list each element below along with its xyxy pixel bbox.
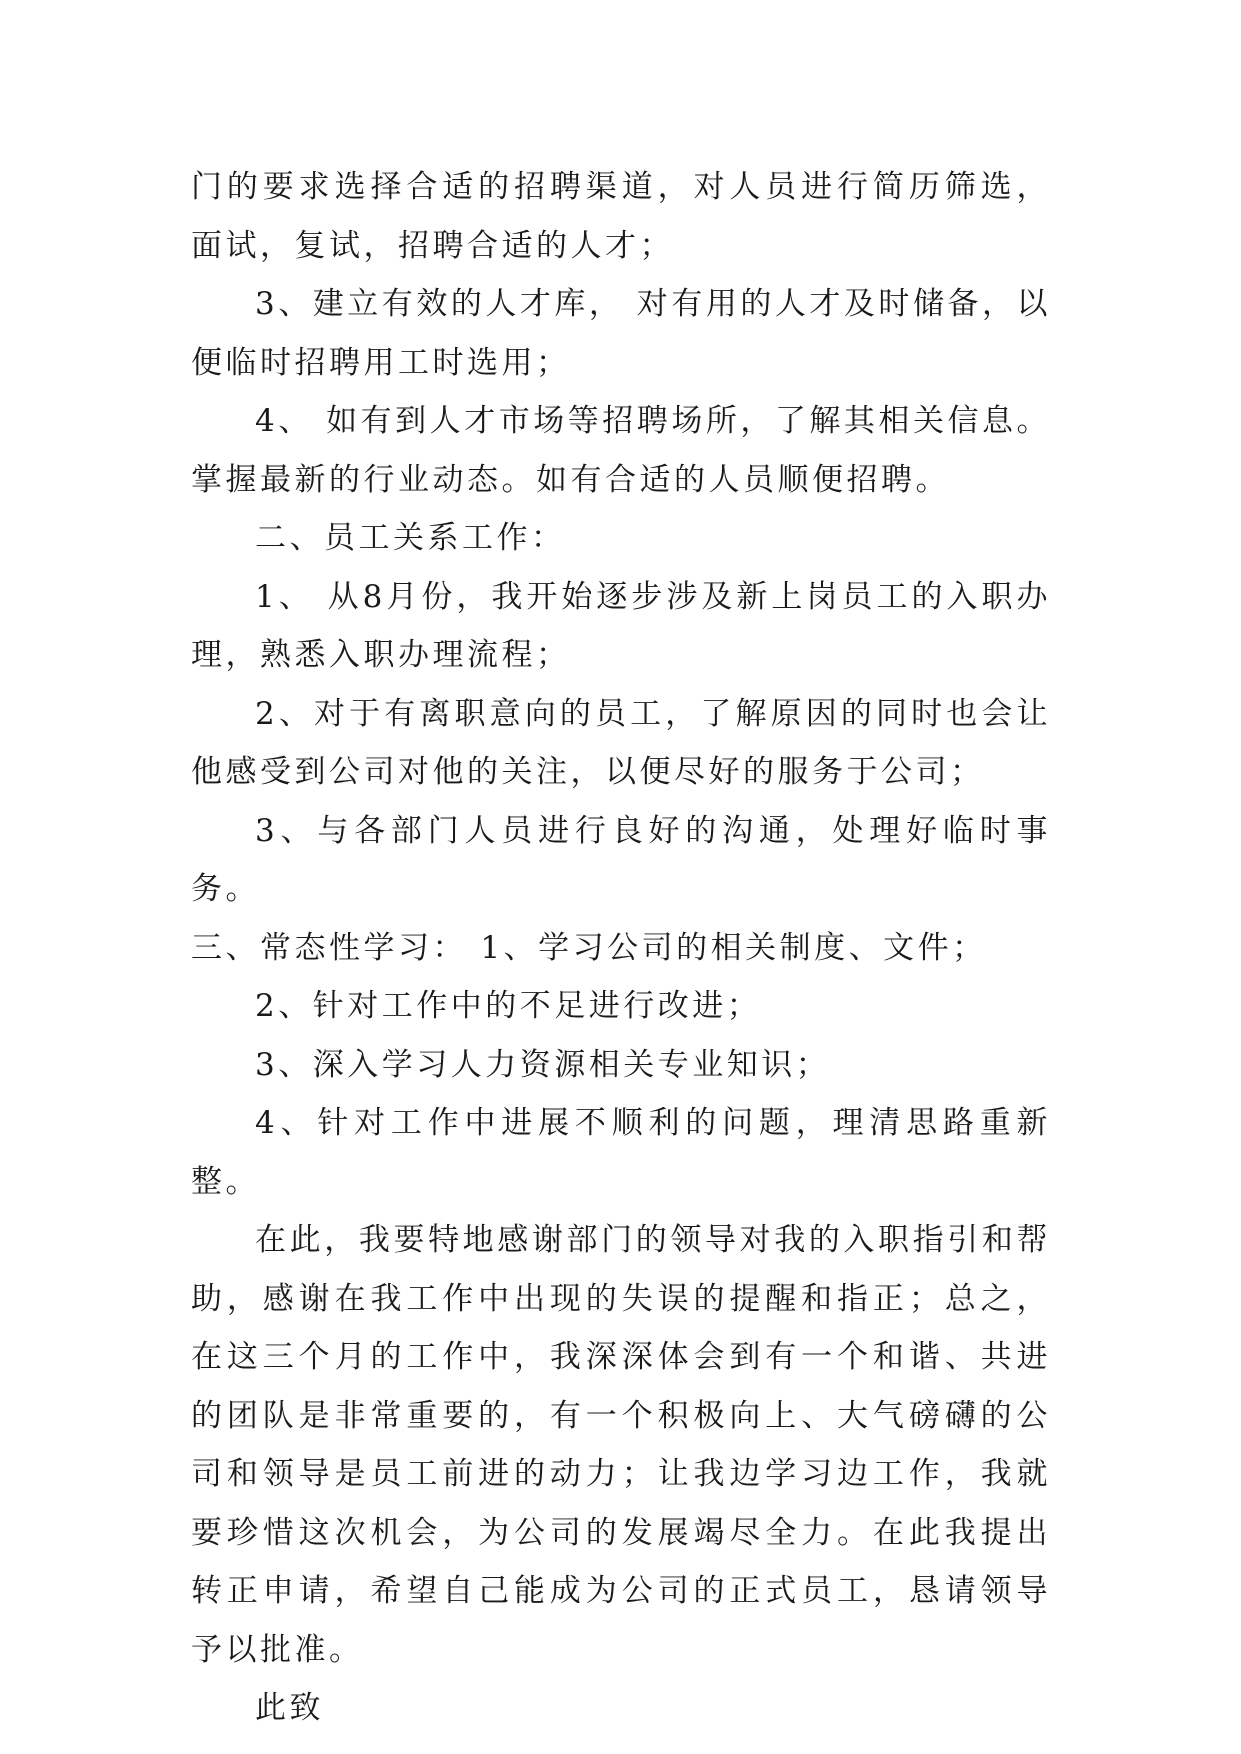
paragraph-problem-solving: 4、针对工作中进展不顺利的问题，理清思路重新整。 (191, 1105, 1051, 1200)
section-heading-employee-relations: 二、员工关系工作： (255, 520, 566, 556)
paragraph-recruitment-channels: 门的要求选择合适的招聘渠道，对人员进行简历筛选，面试，复试，招聘合适的人才； (191, 169, 1051, 264)
paragraph-thanks-and-application: 在此，我要特地感谢部门的领导对我的入职指引和帮助，感谢在我工作中出现的失误的提醒和指正；总之，在这三个月的工作中，我深深体会到有一个和谐、共进的团队是非常重要的，有一个积极向上、大气磅礴的公司和领导是员工前进的动力；让我边学习边工作，我就要珍惜这次机会，为公司的发展竭尽全力。在此我提出转正申请，希望自己能成为公司的正式员工，恳请领导予以批准。 (191, 1222, 1051, 1668)
document-body (191, 158, 1051, 1738)
paragraph-resignation-intent: 2、对于有离职意向的员工，了解原因的同时也会让他感受到公司对他的关注，以便尽好的服务于公司； (191, 695, 1051, 790)
paragraph-hr-knowledge: 3、深入学习人力资源相关专业知识； (255, 1046, 831, 1083)
paragraph-department-communication: 3、与各部门人员进行良好的沟通，处理好临时事务。 (191, 812, 1051, 907)
paragraph-onboarding: 1、 从8月份，我开始逐步涉及新上岗员工的入职办理，熟悉入职办理流程； (191, 578, 1051, 673)
paragraph-talent-pool: 3、建立有效的人才库， 对有用的人才及时储备，以便临时招聘用工时选用； (191, 286, 1051, 381)
section-heading-routine-learning: 三、常态性学习： 1、学习公司的相关制度、文件； (191, 929, 987, 966)
closing-salutation: 此致 (255, 1690, 324, 1726)
paragraph-talent-market: 4、 如有到人才市场等招聘场所，了解其相关信息。掌握最新的行业动态。如有合适的人员顺便招聘。 (191, 403, 1051, 498)
paragraph-improvement: 2、针对工作中的不足进行改进； (255, 988, 762, 1024)
